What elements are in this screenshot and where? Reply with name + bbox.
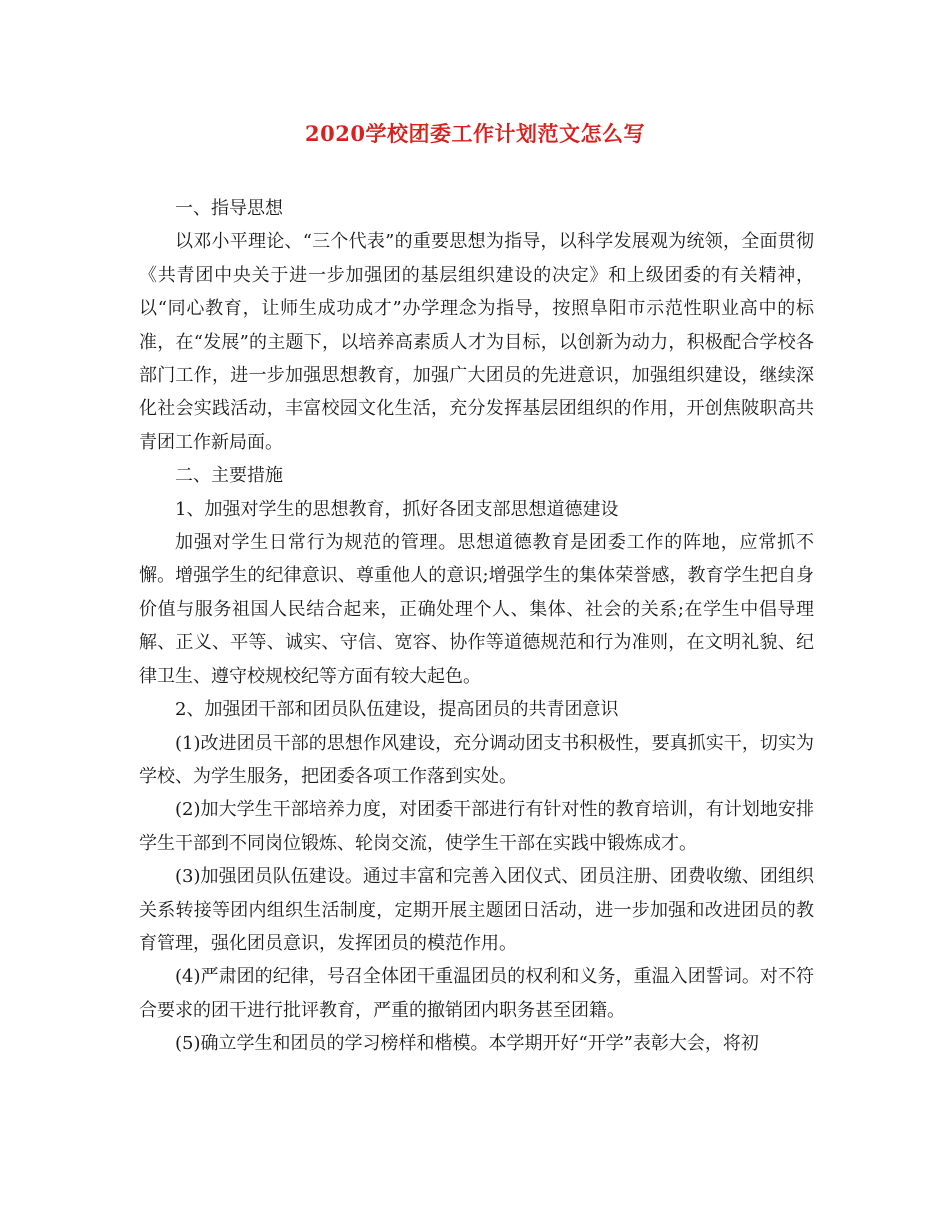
document-body xyxy=(139,192,814,1061)
subsection-heading: 1、加强对学生的思想教育，抓好各团支部思想道德建设 xyxy=(175,498,619,520)
paragraph: 以邓小平理论、“三个代表”的重要思想为指导，以科学发展观为统领，全面贯彻《共青团中央关于进一步加强团的基层组织建设的决定》和上级团委的有关精神，以“同心教育，让师生成功成才”办学理念为指导，按照阜阳市示范性职业高中的标准，在“发展”的主题下，以培养高素质人才为目标，以创新为动力，积极配合学校各部门工作，进一步加强思想教育，加强广大团员的先进意识，加强组织建设，继续深化社会实践活动，丰富校园文化生活，充分发挥基层团组织的作用，开创焦陂职高共青团工作新局面。 xyxy=(139,231,814,453)
list-item: (5)确立学生和团员的学习榜样和楷模。本学期开好“开学”表彰大会，将初 xyxy=(175,1033,759,1055)
list-item: (2)加大学生干部培养力度，对团委干部进行有针对性的教育培训，有计划地安排学生干部到不同岗位锻炼、轮岗交流，使学生干部在实践中锻炼成才。 xyxy=(139,799,814,854)
document-title: 2020学校团委工作计划范文怎么写 xyxy=(305,121,645,146)
section-heading: 一、指导思想 xyxy=(175,198,283,219)
list-item: (4)严肃团的纪律，号召全体团干重温团员的权利和义务，重温入团誓词。对不符合要求的团干进行批评教育，严重的撤销团内职务甚至团籍。 xyxy=(139,966,814,1021)
subsection-heading: 2、加强团干部和团员队伍建设，提高团员的共青团意识 xyxy=(175,699,619,721)
list-item: (3)加强团员队伍建设。通过丰富和完善入团仪式、团员注册、团费收缴、团组织关系转接等团内组织生活制度，定期开展主题团日活动，进一步加强和改进团员的教育管理，强化团员意识，发挥团员的模范作用。 xyxy=(139,866,814,954)
section-heading: 二、主要措施 xyxy=(175,465,283,487)
paragraph: 加强对学生日常行为规范的管理。思想道德教育是团委工作的阵地，应常抓不懈。增强学生的纪律意识、尊重他人的意识;增强学生的集体荣誉感，教育学生把自身价值与服务祖国人民结合起来，正确处理个人、集体、社会的关系;在学生中倡导理解、正义、平等、诚实、守信、宽容、协作等道德规范和行为准则，在文明礼貌、纪律卫生、遵守校规校纪等方面有较大起色。 xyxy=(139,532,814,687)
list-item: (1)改进团员干部的思想作风建设，充分调动团支书积极性，要真抓实干，切实为学校、为学生服务，把团委各项工作落到实处。 xyxy=(139,732,814,787)
